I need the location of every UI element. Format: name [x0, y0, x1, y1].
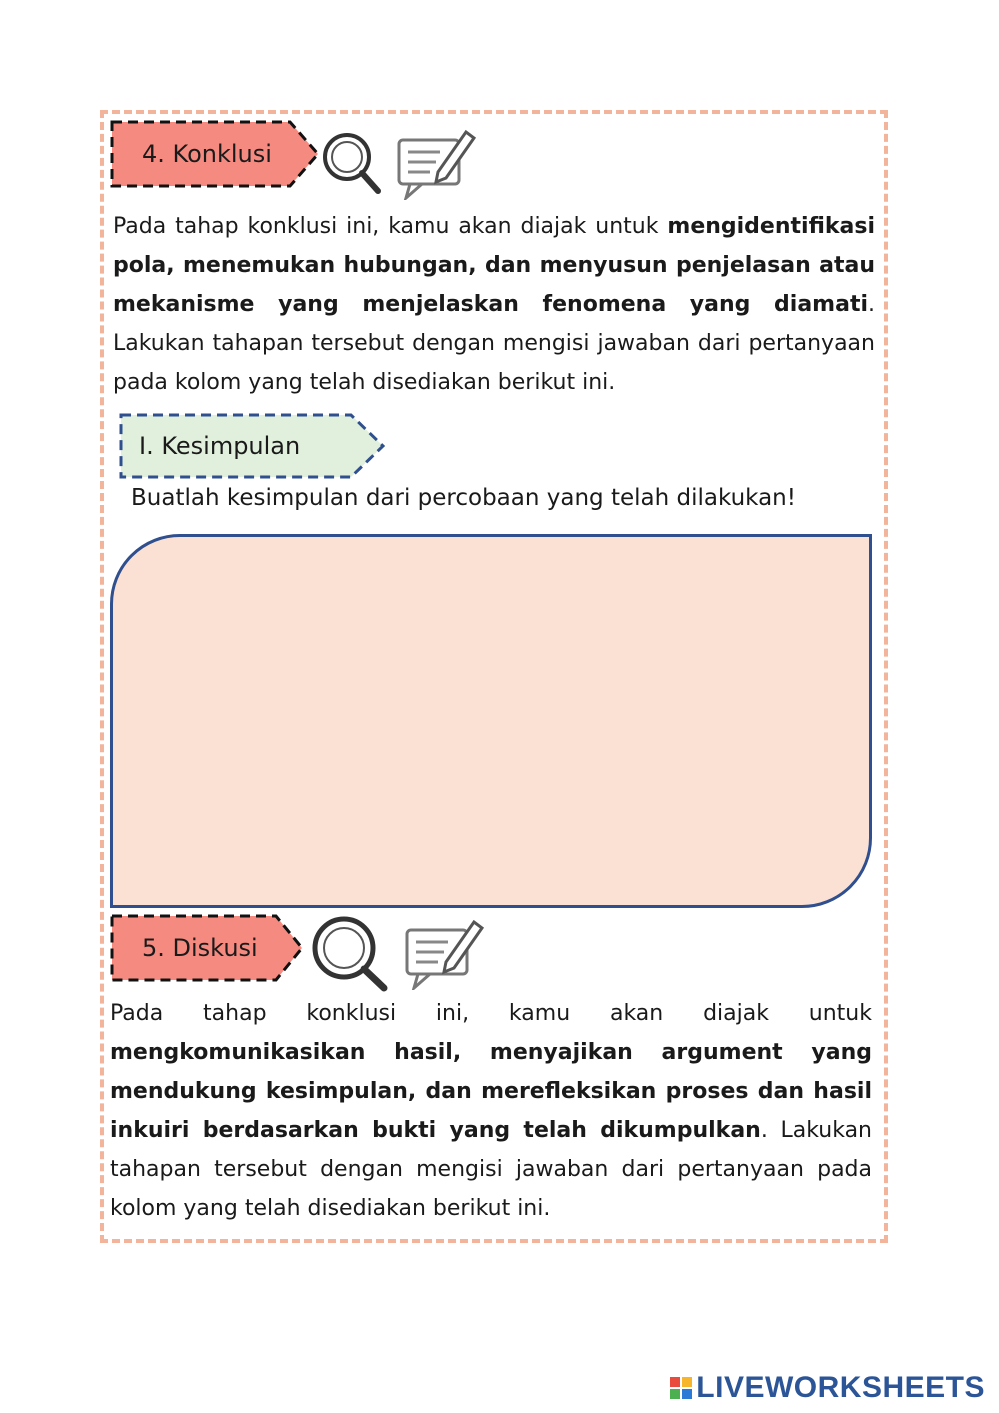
magnifier-icon	[308, 912, 390, 992]
note-pencil-icon	[396, 124, 476, 200]
subsection-tag-label: I. Kesimpulan	[139, 432, 301, 460]
note-pencil-icon	[404, 914, 484, 990]
section-tag-konklusi	[110, 120, 322, 188]
subsection-tag-kesimpulan	[119, 413, 387, 479]
brand-name: LIVEWORKSHEETS	[696, 1371, 985, 1404]
conclusion-prompt: Buatlah kesimpulan dari percobaan yang telah dilakukan!	[131, 485, 796, 511]
liveworksheets-logo	[670, 1371, 985, 1405]
section5-paragraph: Pada tahap konklusi ini, kamu akan diajak untuk mengkomunikasikan hasil, menyajikan argument yang mendukung kesimpulan, dan merefleksikan proses dan hasil inkuiri berdasarkan bukti yang telah dikumpulkan. Lakukan tahapan tersebut dengan mengisi jawaban dari pertanyaan pada kolom yang telah disediakan berikut ini.	[110, 1001, 872, 1221]
live-logo-icon	[670, 1377, 692, 1399]
section4-icons	[320, 124, 476, 200]
section4-paragraph: Pada tahap konklusi ini, kamu akan diajak untuk mengidentifikasi pola, menemukan hubungan, dan menyusun penjelasan atau mekanisme yang menjelaskan fenomena yang diamati. Lakukan tahapan tersebut dengan mengisi jawaban dari pertanyaan pada kolom yang telah disediakan berikut ini.	[113, 214, 875, 395]
section-tag-label: 4. Konklusi	[142, 140, 272, 168]
section-tag-label: 5. Diskusi	[142, 934, 258, 962]
conclusion-answer-box[interactable]	[110, 534, 872, 908]
section5-icons	[308, 912, 484, 992]
section-tag-diskusi	[110, 914, 306, 982]
magnifier-icon	[320, 127, 382, 197]
